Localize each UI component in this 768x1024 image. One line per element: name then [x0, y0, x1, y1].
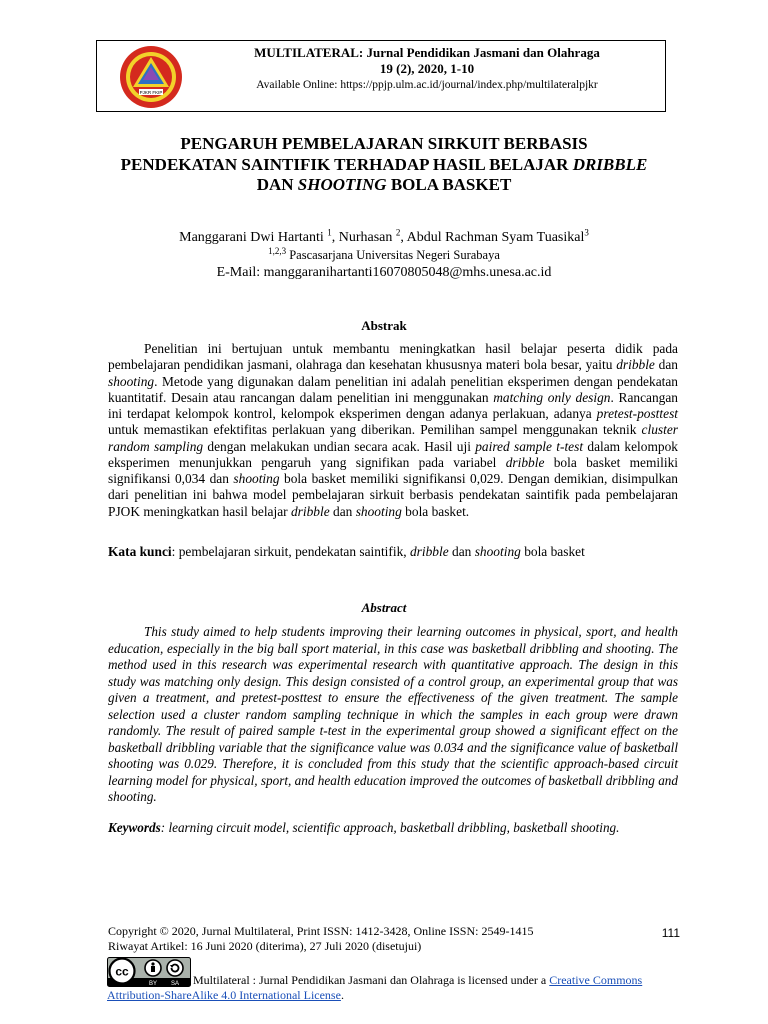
- svg-text:cc: cc: [115, 964, 129, 979]
- article-title: [96, 134, 672, 196]
- abstract-heading: Abstract: [361, 600, 407, 615]
- abstrak-italic: shooting: [233, 471, 280, 486]
- abstrak-text: Penelitian ini bertujuan untuk membantu meningkatkan hasil belajar peserta didik pada pembelajaran pendidikan jasmani, olahraga dan kesehatan khususnya materi bola besar, yaitu: [108, 341, 678, 373]
- footer-copyright: [108, 924, 578, 954]
- abstrak-text: dan: [329, 503, 356, 519]
- kata-kunci-italic: dribble: [409, 544, 449, 559]
- journal-header-box: [96, 40, 666, 112]
- svg-text:BY: BY: [148, 981, 158, 987]
- kata-kunci-text: bola basket: [520, 544, 585, 559]
- author-1: Manggarani Dwi Hartanti: [179, 230, 328, 245]
- author-3-sup: 3: [584, 227, 589, 238]
- keywords: [108, 820, 678, 836]
- license-end: .: [340, 988, 344, 1002]
- abstrak-italic: dribble: [616, 357, 655, 373]
- affiliation-sup: 1,2,3: [268, 245, 287, 256]
- journal-name: MULTILATERAL: Jurnal Pendidikan Jasmani dan Olahraga: [254, 45, 600, 60]
- journal-url: Available Online: https://ppjp.ulm.ac.id/journal/index.php/multilateralpjkr: [256, 79, 598, 91]
- abstrak-italic: matching only design: [493, 389, 611, 405]
- author-2-sup: 2: [395, 227, 401, 238]
- author-2: , Nurhasan: [331, 230, 396, 245]
- author-3: , Abdul Rachman Syam Tuasikal: [400, 230, 585, 245]
- copyright-line: Copyright © 2020, Jurnal Multilateral, Print ISSN: 1412-3428, Online ISSN: 2549-1415: [108, 924, 534, 938]
- license-link[interactable]: Creative Commons Attribution-ShareAlike 4.0 International License: [107, 973, 643, 1002]
- page-number: 111: [661, 926, 680, 940]
- title-line-1: PENGARUH PEMBELAJARAN SIRKUIT BERBASIS: [180, 134, 588, 153]
- author-email: E-Mail: manggaranihartanti16070805048@mhs.unesa.ac.id: [216, 265, 552, 280]
- abstract-body: [108, 624, 678, 806]
- abstrak-text: dan: [654, 357, 679, 373]
- journal-info: [193, 45, 661, 93]
- keywords-text: : learning circuit model, scientific approach, basketball dribbling, basketball shooting.: [160, 820, 620, 835]
- abstrak-text: . Metode yang digunakan dalam penelitian ini adalah penelitian eksperimen dengan pendekatan kuantitatif. Desain atau rancangan dalam penelitian ini menggunakan: [108, 373, 678, 405]
- abstrak-text: untuk memastikan efektifitas perlakuan yang diberikan. Pemilihan sampel menggunakan teknik: [108, 422, 642, 438]
- abstrak-italic: shooting: [108, 373, 155, 389]
- kata-kunci-text: dan: [448, 544, 475, 559]
- journal-logo: [119, 45, 183, 109]
- kata-kunci-text: : pembelajaran sirkuit, pendekatan saintifik,: [171, 544, 410, 559]
- abstrak-text: bola basket.: [401, 503, 470, 519]
- svg-text:PJKR FKIP: PJKR FKIP: [139, 90, 163, 95]
- affiliation: [96, 247, 672, 263]
- abstrak-text: . Rancangan ini terdapat kelompok kontrol, kelompok eksperimen dengan adanya perlakuan, adanya: [108, 389, 678, 421]
- keywords-label: Keywords: [108, 820, 161, 835]
- title-line-3: [96, 175, 672, 196]
- abstrak-text: bola basket memiliki signifikansi 0,029. Dengan demikian, disimpulkan dari penelitian ini bahwa model pembelajaran sirkuit berbasis pendekatan saintifik pada pembelajaran PJOK meningkatkan hasil belajar: [108, 471, 679, 519]
- author-list: [96, 229, 672, 246]
- kata-kunci-label: Kata kunci: [108, 544, 172, 559]
- license-statement: [107, 973, 667, 1003]
- abstrak-italic: cluster random sampling: [108, 422, 678, 454]
- title-line-2: [96, 155, 672, 176]
- journal-issue: 19 (2), 2020, 1-10: [379, 61, 475, 76]
- svg-text:SA: SA: [170, 981, 180, 987]
- abstrak-italic: dribble: [505, 454, 545, 470]
- abstrak-heading: Abstrak: [361, 318, 407, 333]
- title-line-2-text: PENDEKATAN SAINTIFIK TERHADAP HASIL BELAJAR: [120, 154, 573, 174]
- title-line-3-text-b: BOLA BASKET: [386, 175, 512, 194]
- kata-kunci-italic: shooting: [474, 544, 521, 559]
- article-history: Riwayat Artikel: 16 Juni 2020 (diterima), 27 Juli 2020 (disetujui): [108, 939, 422, 953]
- kata-kunci: [108, 544, 678, 560]
- abstrak-body: [108, 341, 678, 520]
- affiliation-text: Pascasarjana Universitas Negeri Surabaya: [286, 248, 500, 262]
- abstrak-italic: pretest-posttest: [596, 406, 678, 421]
- title-line-3-text-a: DAN: [256, 175, 298, 194]
- title-dribble: DRIBBLE: [572, 154, 648, 174]
- abstrak-text: dengan melakukan undian secara acak. Hasil uji: [203, 438, 476, 454]
- title-shooting: SHOOTING: [297, 175, 387, 194]
- abstrak-text: dalam kelompok eksperimen menunjukkan pengaruh yang signifikan pada variabel: [108, 438, 678, 470]
- abstrak-italic: shooting: [355, 503, 402, 519]
- author-1-sup: 1: [327, 227, 332, 238]
- license-text: Multilateral : Jurnal Pendidikan Jasmani dan Olahraga is licensed under a: [193, 973, 550, 987]
- abstract-text: This study aimed to help students improving their learning outcomes in physical, sport, and health education, especially in the big ball sport material, in this case was basketball dribbling and shooting. The method used in this research was experimental research with quantitative approach. The design in this study was matching only design. This design consisted of a control group, an experimental group that was given a treatment, and pretest-posttest to ensure the effectiveness of the given treatment. The sample selection used a cluster random sampling technique in which the samples in each group were drawn randomly. The result of paired sample t-test in the experimental group showed a significant effect on the basketball dribbling variable that the significance value was 0.034 and the significance value of basketball shooting was 0.029. Therefore, it is concluded from this study that the scientific approach-based circuit learning model for physical, sport, and health education improved the outcomes of basketball dribbling and shooting.: [108, 624, 678, 804]
- abstrak-italic: dribble: [290, 503, 330, 519]
- abstrak-text: bola basket memiliki signifikansi 0,034 dan: [108, 454, 678, 486]
- abstrak-italic: paired sample t-test: [475, 438, 584, 454]
